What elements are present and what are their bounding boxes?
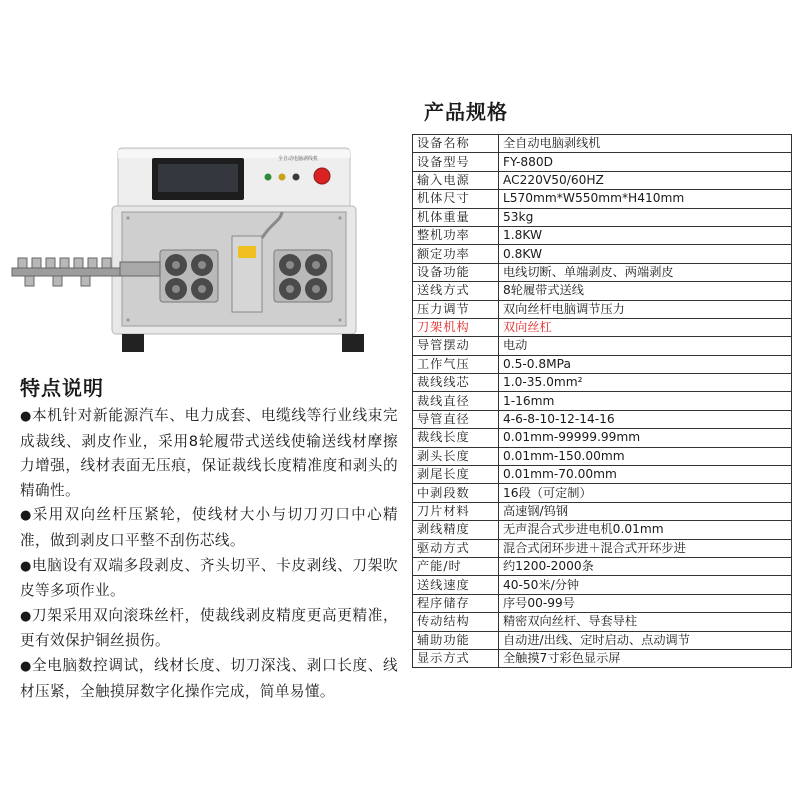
spec-value: 8轮履带式送线 xyxy=(499,282,792,300)
spec-key: 整机功率 xyxy=(413,226,499,244)
spec-key: 驱动方式 xyxy=(413,539,499,557)
spec-key: 传动结构 xyxy=(413,613,499,631)
spec-key: 剥尾长度 xyxy=(413,466,499,484)
bullet-icon: ● xyxy=(20,608,33,624)
spec-row xyxy=(413,484,792,502)
spec-row xyxy=(413,429,792,447)
spec-value: FY-880D xyxy=(499,153,792,171)
spec-title: 产品规格 xyxy=(424,100,508,124)
start-button-icon xyxy=(265,174,272,181)
spec-key: 中剥段数 xyxy=(413,484,499,502)
spec-row xyxy=(413,300,792,318)
spec-value: 0.8KW xyxy=(499,245,792,263)
feature-item xyxy=(20,654,398,704)
feature-item xyxy=(20,604,398,654)
right-feed-rollers-icon xyxy=(274,250,332,302)
spec-row xyxy=(413,208,792,226)
stop-button-icon xyxy=(279,174,286,181)
spec-row xyxy=(413,190,792,208)
spec-value: 双向丝杆电脑调节压力 xyxy=(499,300,792,318)
feature-item xyxy=(20,404,398,503)
bullet-icon: ● xyxy=(20,658,33,674)
spec-key: 设备型号 xyxy=(413,153,499,171)
spec-key: 压力调节 xyxy=(413,300,499,318)
spec-row xyxy=(413,263,792,281)
spec-key: 输入电源 xyxy=(413,171,499,189)
spec-key: 导管摆动 xyxy=(413,337,499,355)
spec-row xyxy=(413,447,792,465)
spec-value: 高速钢/钨钢 xyxy=(499,502,792,520)
spec-value: 1.0-35.0mm² xyxy=(499,374,792,392)
spec-value: AC220V50/60HZ xyxy=(499,171,792,189)
emergency-stop-icon xyxy=(314,168,330,184)
spec-key: 产能/时 xyxy=(413,557,499,575)
spec-value: 1.8KW xyxy=(499,226,792,244)
spec-key: 程序储存 xyxy=(413,594,499,612)
feature-text: 本机针对新能源汽车、电力成套、电缆线等行业线束完成裁线、剥皮作业，采用8轮履带式送线使输送线材摩擦力增强，线材表面无压痕，保证裁线长度精准度和剥头的精确性。 xyxy=(20,407,398,499)
spec-row xyxy=(413,135,792,153)
feature-text: 采用双向丝杆压紧轮，使线材大小与切刀刃口中心精准，做到剥皮口平整不刮伤芯线。 xyxy=(20,506,399,549)
spec-value: 电线切断、单端剥皮、两端剥皮 xyxy=(499,263,792,281)
spec-value: 16段（可定制） xyxy=(499,484,792,502)
spec-key: 送线方式 xyxy=(413,282,499,300)
spec-row xyxy=(413,374,792,392)
feature-text: 电脑设有双端多段剥皮、齐头切平、卡皮剥线、刀架吹皮等多项作业。 xyxy=(20,556,398,600)
spec-value: 精密双向丝杆、导套导柱 xyxy=(499,613,792,631)
spec-key: 刀片材料 xyxy=(413,502,499,520)
spec-row xyxy=(413,613,792,631)
features-list xyxy=(20,404,398,704)
spec-key: 剥线精度 xyxy=(413,521,499,539)
spec-row xyxy=(413,539,792,557)
spec-value: 混合式闭环步进＋混合式开环步进 xyxy=(499,539,792,557)
spec-key: 设备名称 xyxy=(413,135,499,153)
spec-value: 序号00-99号 xyxy=(499,594,792,612)
feature-text: 全电脑数控调试，线材长度、切刀深浅、剥口长度、线材压紧，全触摸屏数字化操作完成，简单易懂。 xyxy=(20,656,398,700)
spec-row xyxy=(413,410,792,428)
spec-key: 设备功能 xyxy=(413,263,499,281)
spec-value: 全自动电脑剥线机 xyxy=(499,135,792,153)
spec-value: 1-16mm xyxy=(499,392,792,410)
spec-row xyxy=(413,282,792,300)
spec-value: L570mm*W550mm*H410mm xyxy=(499,190,792,208)
spec-row xyxy=(413,466,792,484)
spec-table xyxy=(412,134,792,668)
spec-row xyxy=(413,576,792,594)
feature-text: 刀架采用双向滚珠丝杆，使裁线剥皮精度更高更精准，更有效保护铜丝损伤。 xyxy=(20,606,398,650)
spec-row xyxy=(413,337,792,355)
spec-value: 0.01mm-99999.99mm xyxy=(499,429,792,447)
spec-row xyxy=(413,153,792,171)
spec-row xyxy=(413,392,792,410)
feature-item xyxy=(20,554,398,604)
spec-value: 双向丝杠 xyxy=(499,318,792,336)
spec-key: 工作气压 xyxy=(413,355,499,373)
spec-row xyxy=(413,594,792,612)
spec-key: 裁线直径 xyxy=(413,392,499,410)
spec-row xyxy=(413,318,792,336)
spec-row xyxy=(413,245,792,263)
spec-key: 额定功率 xyxy=(413,245,499,263)
spec-row xyxy=(413,521,792,539)
screen-label: 全自动电脑剥线机 xyxy=(278,156,319,162)
spec-value: 4-6-8-10-12-14-16 xyxy=(499,410,792,428)
spec-value: 全触摸7寸彩色显示屏 xyxy=(499,649,792,667)
spec-value: 电动 xyxy=(499,337,792,355)
bullet-icon: ● xyxy=(20,508,33,524)
spec-row xyxy=(413,557,792,575)
spec-row xyxy=(413,502,792,520)
spec-key: 裁线线芯 xyxy=(413,374,499,392)
spec-value: 自动进/出线、定时启动、点动调节 xyxy=(499,631,792,649)
spec-value: 40-50米/分钟 xyxy=(499,576,792,594)
spec-key: 裁线长度 xyxy=(413,429,499,447)
bullet-icon: ● xyxy=(20,409,33,424)
feature-item xyxy=(20,503,398,553)
spec-key: 送线速度 xyxy=(413,576,499,594)
spec-key: 机体重量 xyxy=(413,208,499,226)
spec-row xyxy=(413,631,792,649)
left-feed-rollers-icon xyxy=(160,250,218,302)
spec-value: 约1200-2000条 xyxy=(499,557,792,575)
spec-row xyxy=(413,649,792,667)
spec-key: 显示方式 xyxy=(413,649,499,667)
spec-row xyxy=(413,226,792,244)
spec-row xyxy=(413,355,792,373)
features-title: 特点说明 xyxy=(20,376,104,400)
spec-key: 刀架机构 xyxy=(413,318,499,336)
spec-key: 导管直径 xyxy=(413,410,499,428)
spec-key: 剥头长度 xyxy=(413,447,499,465)
spec-value: 0.5-0.8MPa xyxy=(499,355,792,373)
reset-button-icon xyxy=(293,174,300,181)
spec-value: 53kg xyxy=(499,208,792,226)
spec-row xyxy=(413,171,792,189)
spec-value: 0.01mm-150.00mm xyxy=(499,447,792,465)
spec-value: 0.01mm-70.00mm xyxy=(499,466,792,484)
bullet-icon: ● xyxy=(20,558,33,574)
machine-image xyxy=(0,0,410,370)
spec-key: 机体尺寸 xyxy=(413,190,499,208)
spec-key: 辅助功能 xyxy=(413,631,499,649)
spec-value: 无声混合式步进电机0.01mm xyxy=(499,521,792,539)
